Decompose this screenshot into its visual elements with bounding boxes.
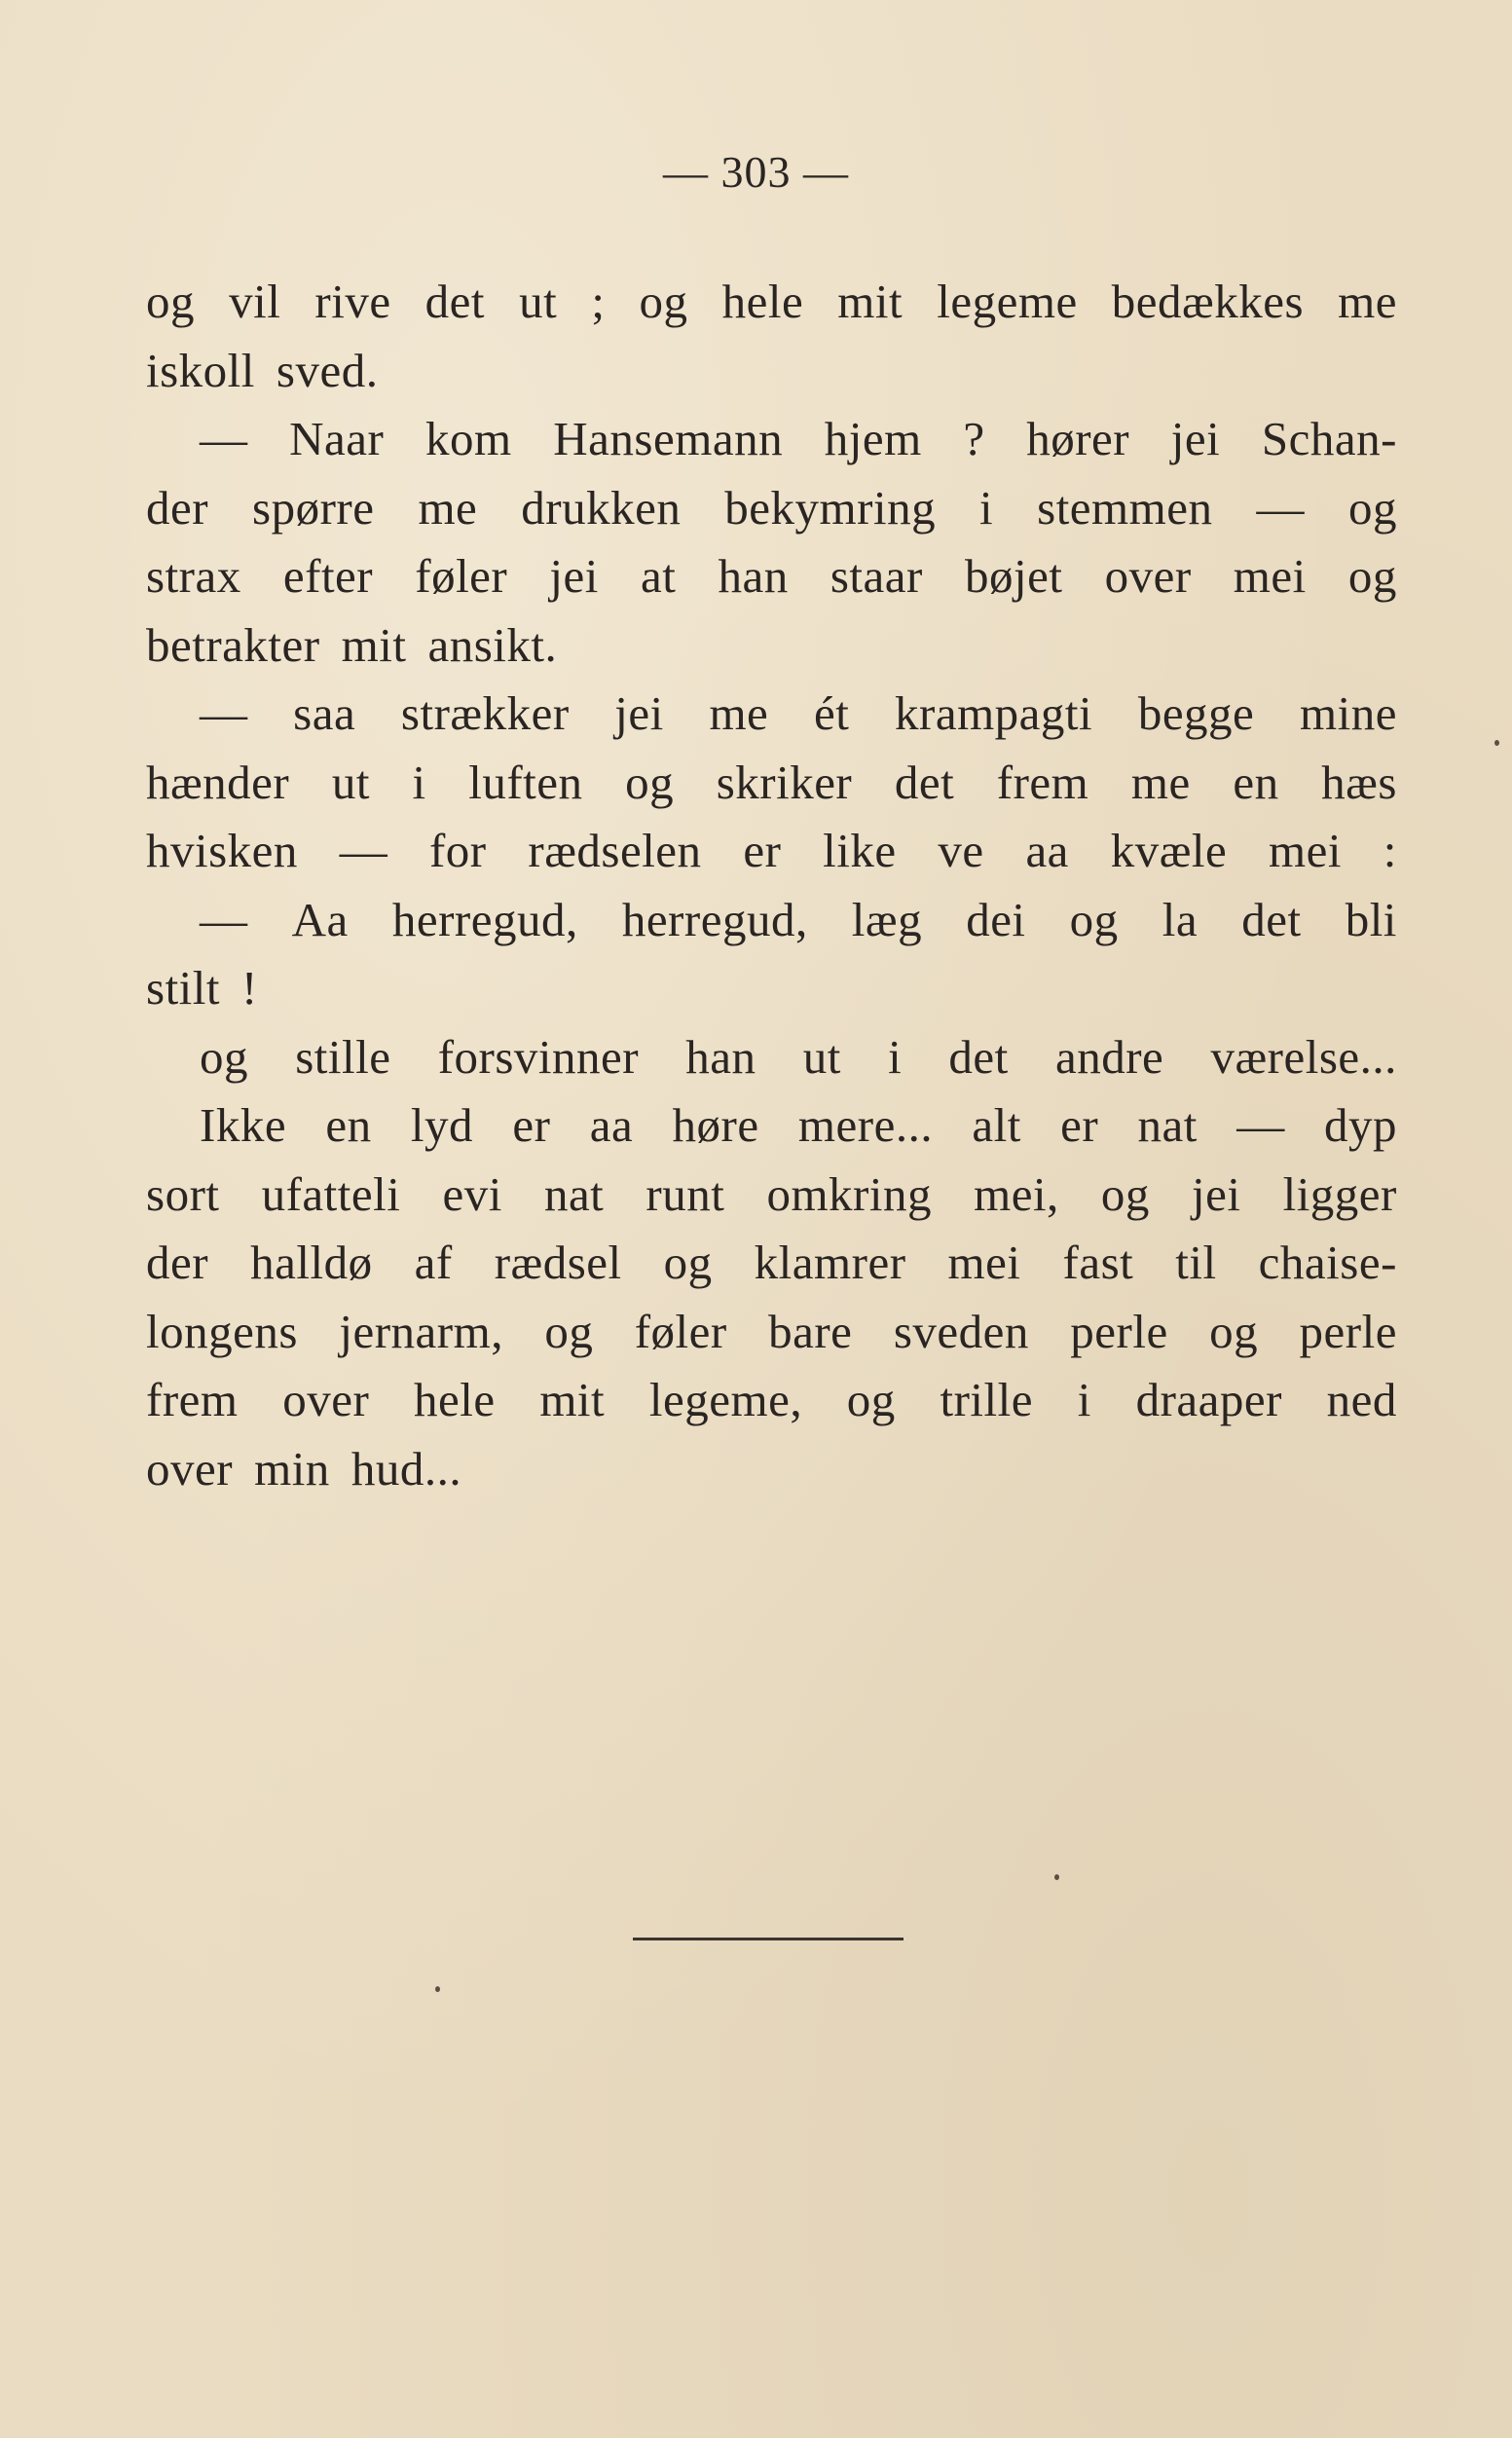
word: over	[282, 1373, 370, 1426]
text-line	[146, 1229, 1397, 1298]
word: Ikke	[200, 1098, 287, 1152]
word: Hansemann	[553, 412, 784, 465]
word: aa	[589, 1098, 634, 1152]
word: begge	[1137, 686, 1255, 740]
word: —	[200, 412, 248, 465]
word: en	[325, 1098, 372, 1152]
word: af	[414, 1236, 453, 1289]
word: krampagti	[895, 686, 1093, 740]
word: og	[663, 1236, 713, 1289]
word: stemmen	[1037, 480, 1213, 535]
text-line	[146, 337, 1397, 406]
word: ut	[331, 755, 370, 809]
word: drukken	[521, 480, 682, 535]
word: skriker	[716, 755, 853, 809]
body-text	[146, 268, 1397, 1503]
text-line	[146, 749, 1397, 818]
word: ansikt.	[427, 617, 558, 672]
word: bekymring	[724, 480, 937, 535]
word: longens	[146, 1304, 298, 1358]
text-line	[146, 1091, 1397, 1161]
word: —	[200, 686, 248, 740]
word: ;	[591, 275, 606, 328]
word: det	[894, 755, 955, 809]
word: at	[640, 549, 677, 603]
word: og	[1347, 480, 1397, 535]
word: mei,	[974, 1166, 1059, 1221]
page-number: — 303 —	[663, 147, 849, 197]
word: og	[639, 275, 688, 328]
word: !	[241, 961, 258, 1015]
word: omkring	[766, 1166, 932, 1221]
word: og	[625, 755, 675, 809]
text-line	[146, 1435, 1397, 1504]
word: Naar	[289, 412, 385, 465]
word: sved.	[276, 343, 379, 397]
text-line	[146, 886, 1397, 955]
word: legeme,	[648, 1373, 803, 1426]
word: andre	[1054, 1029, 1164, 1084]
word: ufatteli	[261, 1166, 401, 1221]
word: ligger	[1282, 1166, 1397, 1221]
word: mit	[539, 1373, 606, 1426]
paper-speck	[435, 1986, 440, 1992]
word: rive	[314, 275, 391, 328]
paper-speck	[1054, 1874, 1059, 1880]
word: stille	[295, 1029, 391, 1084]
word: over	[1104, 549, 1192, 603]
word: strax	[146, 549, 241, 603]
word: rædsel	[494, 1236, 622, 1289]
text-line	[146, 954, 1397, 1023]
word: me	[1130, 755, 1191, 809]
word: kom	[424, 412, 512, 465]
word: hud...	[350, 1441, 462, 1496]
word: værelse...	[1210, 1029, 1397, 1084]
word: —	[200, 892, 248, 946]
text-line	[146, 1366, 1397, 1435]
word: trille	[940, 1373, 1034, 1426]
word: ?	[963, 412, 985, 465]
word: me	[1338, 275, 1397, 328]
word: betrakter	[146, 617, 320, 672]
word: ned	[1326, 1373, 1397, 1426]
word: —	[339, 824, 388, 877]
word: over	[146, 1441, 234, 1496]
word: en	[1233, 755, 1279, 809]
text-line	[146, 405, 1397, 474]
word: og	[1069, 892, 1119, 946]
word: ut	[519, 275, 558, 328]
word: —	[1256, 480, 1305, 535]
word: i	[1077, 1373, 1091, 1426]
word: stilt	[146, 961, 221, 1015]
word: Aa	[291, 892, 349, 946]
word: læg	[851, 892, 923, 946]
word: mei	[1269, 824, 1342, 877]
word: like	[823, 824, 897, 877]
word: nat	[1137, 1098, 1198, 1152]
word: halldø	[250, 1236, 373, 1289]
word: hæs	[1321, 755, 1397, 809]
word: chaise-	[1258, 1236, 1397, 1289]
text-line	[146, 1161, 1397, 1230]
word: og	[146, 275, 195, 328]
word: mine	[1299, 686, 1397, 740]
word: er	[1060, 1098, 1099, 1152]
word: sveden	[893, 1304, 1029, 1358]
word: luften	[468, 755, 583, 809]
word: :	[1383, 824, 1397, 877]
word: mei	[947, 1236, 1021, 1289]
word: i	[888, 1029, 903, 1084]
word: klamrer	[754, 1236, 906, 1289]
word: han	[685, 1029, 756, 1084]
word: det	[424, 275, 486, 328]
word: frem	[996, 755, 1089, 809]
word: strækker	[400, 686, 570, 740]
word: sort	[146, 1166, 220, 1221]
word: aa	[1025, 824, 1069, 877]
word: kvæle	[1110, 824, 1228, 877]
word: vil	[229, 275, 281, 328]
word: til	[1175, 1236, 1217, 1289]
word: spørre	[252, 480, 375, 535]
word: og	[544, 1304, 594, 1358]
word: for	[428, 824, 487, 877]
word: jei	[614, 686, 664, 740]
word: perle	[1299, 1304, 1397, 1358]
word: —	[1236, 1098, 1285, 1152]
word: ve	[938, 824, 984, 877]
word: ut	[802, 1029, 841, 1084]
paper-speck	[1494, 740, 1499, 746]
word: mit	[837, 275, 904, 328]
word: og	[1100, 1166, 1150, 1221]
word: der	[146, 1236, 209, 1289]
word: dei	[966, 892, 1026, 946]
word: draaper	[1135, 1373, 1282, 1426]
word: iskoll	[146, 343, 255, 397]
text-line	[146, 1023, 1397, 1092]
word: herregud,	[391, 892, 578, 946]
word: hører	[1026, 412, 1130, 465]
word: forsvinner	[437, 1029, 640, 1084]
word: bli	[1345, 892, 1397, 946]
word: det	[1241, 892, 1302, 946]
word: hele	[721, 275, 804, 328]
word: føler	[634, 1304, 727, 1358]
word: jei	[549, 549, 599, 603]
word: ét	[813, 686, 850, 740]
word: hjem	[824, 412, 922, 465]
word: han	[718, 549, 789, 603]
word: legeme	[937, 275, 1078, 328]
word: der	[146, 480, 209, 535]
word: staar	[830, 549, 923, 603]
word: er	[512, 1098, 551, 1152]
word: efter	[282, 549, 374, 603]
word: me	[709, 686, 769, 740]
word: perle	[1070, 1304, 1168, 1358]
word: hvisken	[146, 824, 298, 877]
end-rule	[633, 1938, 904, 1940]
word: føler	[415, 549, 508, 603]
text-line	[146, 680, 1397, 749]
word: mit	[341, 617, 407, 672]
text-line	[146, 817, 1397, 886]
word: evi	[442, 1166, 502, 1221]
word: bare	[768, 1304, 853, 1358]
word: jei	[1192, 1166, 1241, 1221]
text-line	[146, 611, 1397, 681]
word: mere...	[797, 1098, 934, 1152]
word: hele	[413, 1373, 496, 1426]
word: runt	[645, 1166, 725, 1221]
word: saa	[293, 686, 356, 740]
text-line	[146, 542, 1397, 611]
text-line	[146, 1298, 1397, 1367]
word: og	[1209, 1304, 1259, 1358]
word: jernarm,	[339, 1304, 503, 1358]
word: alt	[972, 1098, 1021, 1152]
text-line	[146, 268, 1397, 337]
text-line	[146, 474, 1397, 543]
word: me	[418, 480, 478, 535]
word: er	[743, 824, 782, 877]
word: dyp	[1324, 1098, 1397, 1152]
word: i	[412, 755, 426, 809]
word: jei	[1170, 412, 1221, 465]
word: bøjet	[964, 549, 1063, 603]
word: i	[979, 480, 994, 535]
word: frem	[146, 1373, 239, 1426]
word: og	[1347, 549, 1397, 603]
word: nat	[543, 1166, 605, 1221]
word: lyd	[410, 1098, 474, 1152]
word: herregud,	[621, 892, 808, 946]
word: det	[948, 1029, 1009, 1084]
word: og	[200, 1029, 248, 1084]
word: Schan-	[1261, 412, 1397, 465]
word: og	[846, 1373, 896, 1426]
word: la	[1162, 892, 1199, 946]
word: fast	[1062, 1236, 1134, 1289]
word: min	[254, 1441, 330, 1496]
word: rædselen	[528, 824, 702, 877]
word: høre	[672, 1098, 759, 1152]
word: mei	[1233, 549, 1307, 603]
word: bedækkes	[1111, 275, 1305, 328]
word: hænder	[146, 755, 290, 809]
